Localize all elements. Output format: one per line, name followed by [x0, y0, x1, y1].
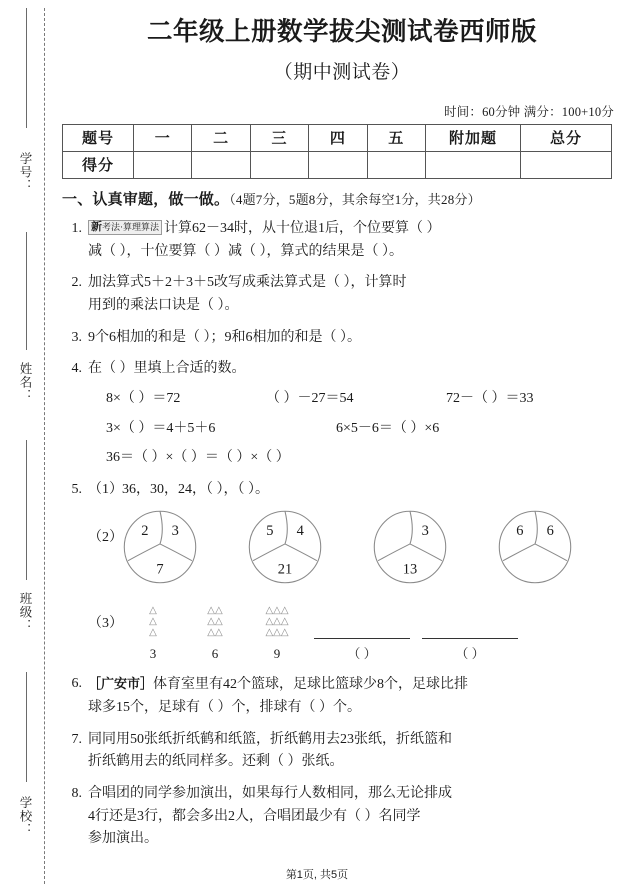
- circle-puzzle-group: [122, 509, 622, 594]
- circle-puzzle-1: [122, 509, 247, 594]
- circle-puzzle-3: [372, 509, 497, 594]
- score-table-col-4: 四: [309, 124, 367, 151]
- question-3: [62, 327, 622, 350]
- question-text: [88, 358, 622, 470]
- triangle-icon: △: [207, 605, 215, 617]
- answer-underline[interactable]: [314, 608, 410, 639]
- triangle-icon: △: [207, 627, 215, 639]
- score-cell-extra[interactable]: [426, 151, 521, 178]
- equation-row-2: [88, 418, 622, 441]
- tag-new-label: 新: [91, 220, 102, 233]
- question-5-sub-1: [88, 479, 622, 502]
- triangle-icon: △: [280, 616, 289, 628]
- question-text: [88, 218, 622, 263]
- triangle-icon: △: [215, 605, 223, 617]
- section-note: （4题7分，5题8分，其余每空1分，共28分）: [229, 191, 481, 207]
- section-heading: [62, 188, 622, 209]
- equation-row-3: [88, 447, 622, 470]
- score-cell-4[interactable]: [309, 151, 367, 178]
- sub-1-text: 36，30，24，（ ），（ ）。: [122, 481, 269, 497]
- question-1-line-1: [88, 218, 622, 241]
- triangle-icon: △: [280, 627, 289, 639]
- triangle-blank-caption-2: （ ）: [455, 646, 485, 662]
- three-part-circle-icon: [122, 509, 198, 585]
- three-part-circle-icon: [372, 509, 448, 585]
- triangle-icon: △: [265, 627, 274, 639]
- question-1-text-1: 计算62－34时，从十位退1后，个位要算（ ）: [164, 220, 441, 236]
- triangle-icon: △: [265, 616, 274, 628]
- triangle-icon: △: [280, 605, 289, 617]
- three-part-circle-icon: [247, 509, 323, 585]
- three-part-circle-icon: [497, 509, 573, 585]
- triangle-icon: △: [265, 605, 274, 617]
- question-number: 1.: [71, 220, 82, 236]
- triangle-caption-3: 9: [273, 646, 281, 662]
- score-table-col-extra: 附加题: [426, 124, 521, 151]
- question-text: [88, 783, 622, 851]
- side-rule-1: [26, 8, 27, 128]
- question-6: [62, 673, 622, 719]
- score-cell-2[interactable]: [192, 151, 250, 178]
- question-7: [62, 729, 622, 774]
- triangle-answer-slot-1[interactable]: [308, 608, 416, 664]
- question-2: [62, 272, 622, 317]
- circle-1-right-value: 3: [171, 522, 179, 539]
- circle-2-right-value: 4: [296, 522, 304, 539]
- question-text: [88, 272, 622, 317]
- score-table-row-label-1: 得分: [63, 151, 134, 178]
- circle-1-bottom-value: 7: [156, 561, 164, 578]
- question-4: [62, 358, 622, 470]
- question-1-line-2: 减（ ），十位要算（ ）减（ ），算式的结果是（ ）。: [88, 243, 403, 259]
- sub-label-3: （3）: [88, 616, 123, 632]
- triangle-rows: [122, 605, 184, 638]
- triangle-icon: △: [273, 627, 281, 639]
- dashed-fold-line: [44, 8, 45, 884]
- triangle-icon: △: [207, 616, 215, 628]
- question-number: 7.: [71, 731, 82, 747]
- score-table-col-3: 三: [250, 124, 308, 151]
- equation-2-3: 6×5－6＝（ ）×6: [336, 420, 440, 436]
- side-label-student-id: 学号：: [18, 152, 32, 193]
- question-8-line-1: 合唱团的同学参加演出，如果每行人数相同，那么无论排成: [88, 786, 452, 801]
- question-text: [88, 729, 622, 774]
- score-table-col-1: 一: [134, 124, 192, 151]
- page-title: 二年级上册数学拔尖测试卷西师版: [146, 17, 537, 46]
- table-row-scores: [63, 151, 612, 178]
- score-table-col-5: 五: [367, 124, 425, 151]
- triangle-icon: △: [273, 616, 281, 628]
- side-label-school: 学校：: [18, 796, 32, 837]
- question-number: 6.: [71, 676, 82, 692]
- triangle-icon: △: [149, 627, 157, 639]
- triangle-icon: △: [149, 605, 157, 617]
- question-8-line-3: 参加演出。: [88, 831, 158, 847]
- score-cell-3[interactable]: [250, 151, 308, 178]
- triangle-caption-2: 6: [211, 646, 219, 662]
- triangle-icon: △: [215, 627, 223, 639]
- triangle-group-1: [122, 605, 184, 664]
- page-footer: 第1页, 共5页: [285, 869, 349, 881]
- circle-3-right-value: 3: [421, 522, 429, 539]
- circle-4-right-value: 6: [546, 522, 554, 539]
- question-number: 8.: [71, 786, 82, 801]
- circle-3-bottom-value: 13: [402, 561, 418, 578]
- score-table: [62, 124, 612, 179]
- side-label-name: 姓名：: [18, 362, 32, 403]
- question-7-line-2: 折纸鹤用去的纸同样多。还剩（ ）张纸。: [88, 754, 344, 770]
- equation-1-2: （ ）－27＝54: [266, 390, 354, 406]
- equation-row-1: [88, 388, 622, 411]
- question-5-sub-2: [88, 505, 622, 594]
- triangle-icon: △: [149, 616, 157, 628]
- equation-3-1: 36＝（ ）×（ ）＝（ ）×（ ）: [106, 450, 290, 466]
- equation-1-1: 8×（ ）＝72: [106, 390, 181, 406]
- new-method-tag: [88, 220, 162, 235]
- score-cell-1[interactable]: [134, 151, 192, 178]
- section-title: 一、认真审题，做一做。: [62, 191, 230, 208]
- tag-detail-label: 考法·算理算法: [102, 221, 159, 232]
- question-3-line-1: 9个6相加的和是（ ）；9和6相加的和是（ ）。: [88, 329, 361, 345]
- question-5: [62, 479, 622, 664]
- triangle-rows: [246, 605, 308, 638]
- question-list: [62, 218, 622, 851]
- side-rule-2: [26, 232, 27, 350]
- circle-2-left-value: 5: [266, 522, 274, 539]
- triangle-caption-1: 3: [149, 646, 157, 662]
- triangle-icon: △: [273, 605, 281, 617]
- circle-1-left-value: 2: [141, 522, 149, 539]
- question-number: 2.: [71, 275, 82, 291]
- side-label-class: 班级：: [18, 592, 32, 633]
- triangle-rows: [184, 605, 246, 638]
- question-6-text-1: 体育室里有42个篮球，足球比篮球少8个，足球比排: [153, 677, 469, 693]
- place-tag: ［广安市］: [88, 676, 154, 692]
- question-1: [62, 218, 622, 263]
- question-5-sub-3: [88, 599, 622, 664]
- sub-label-2: （2）: [88, 529, 123, 545]
- question-number: 5.: [71, 481, 82, 497]
- score-cell-5[interactable]: [367, 151, 425, 178]
- triangle-pattern-group: [122, 605, 524, 664]
- score-table-row-label-0: 题号: [63, 124, 134, 151]
- circle-2-bottom-value: 21: [277, 561, 293, 578]
- circle-4-left-value: 6: [516, 522, 524, 539]
- question-2-line-1: 加法算式5＋2＋3＋5改写成乘法算式是（ ），计算时: [88, 275, 407, 291]
- question-number: 4.: [71, 361, 82, 377]
- table-row-header: [63, 124, 612, 151]
- score-table-col-2: 二: [192, 124, 250, 151]
- question-number: 3.: [71, 329, 82, 345]
- question-7-line-1: 同同用50张纸折纸鹤和纸篮，折纸鹤用去23张纸，折纸篮和: [88, 731, 452, 747]
- question-8: [62, 783, 622, 851]
- question-4-line-1: 在（ ）里填上合适的数。: [88, 361, 246, 377]
- circle-puzzle-2: [247, 509, 372, 594]
- question-8-line-2: 4行还是3行，都会多出2人，合唱团最少有（ ）名同学: [88, 808, 421, 824]
- side-rule-4: [26, 672, 27, 782]
- triangle-group-3: [246, 605, 308, 664]
- equation-1-3: 72－（ ）＝33: [446, 390, 534, 406]
- binding-strip: [0, 0, 52, 892]
- main-content: [62, 0, 622, 851]
- triangle-blank-caption-1: （ ）: [347, 646, 377, 662]
- question-text: [88, 673, 622, 719]
- triangle-group-2: [184, 605, 246, 664]
- score-table-col-total: 总分: [521, 124, 612, 151]
- question-text: [88, 327, 622, 350]
- page-subtitle: （期中测试卷）: [273, 61, 411, 83]
- question-6-line-1: [88, 673, 622, 697]
- question-6-line-2: 球多15个，足球有（ ）个，排球有（ ）个。: [88, 699, 361, 715]
- exam-meta-info: 时间：60分钟 满分：100+10分: [443, 104, 614, 119]
- triangle-answer-slot-2[interactable]: [416, 608, 524, 664]
- triangle-icon: △: [215, 616, 223, 628]
- side-rule-3: [26, 440, 27, 580]
- question-text: [88, 479, 622, 664]
- circle-puzzle-4: [497, 509, 622, 594]
- answer-underline[interactable]: [422, 608, 518, 639]
- question-2-line-2: 用到的乘法口诀是（ ）。: [88, 297, 239, 313]
- sub-label-1: （1）: [88, 481, 123, 497]
- equation-2-1: 3×（ ）＝4＋5＋6: [106, 420, 216, 436]
- score-cell-total[interactable]: [521, 151, 612, 178]
